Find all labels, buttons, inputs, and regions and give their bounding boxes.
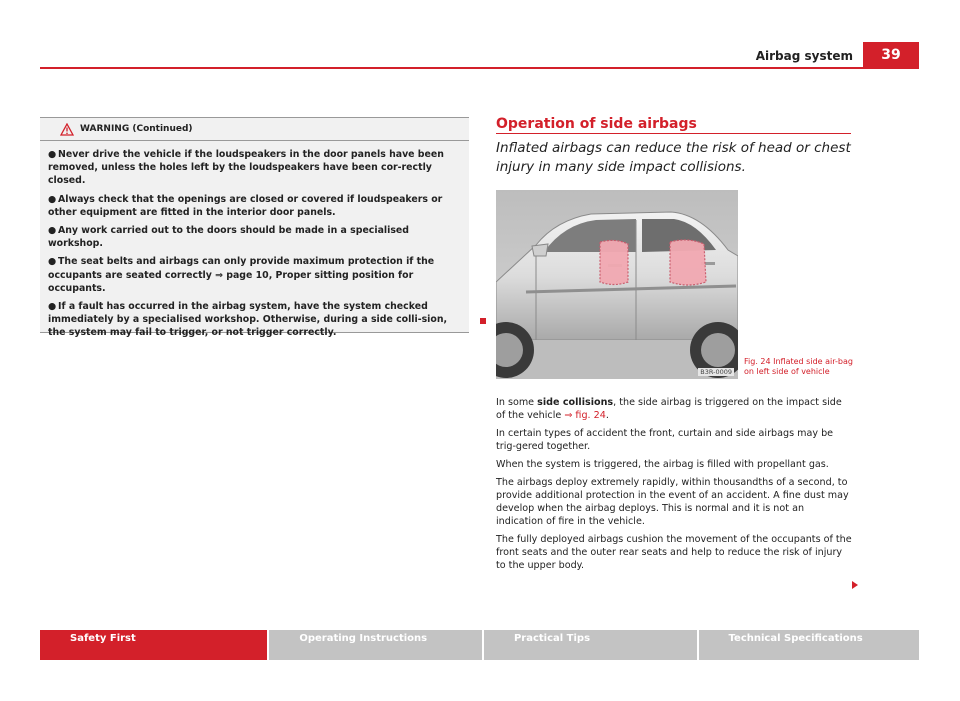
bullet-icon: ● [48, 301, 57, 313]
tab-practical-tips[interactable]: Practical Tips [484, 630, 697, 660]
figure-caption: Fig. 24 Inflated side air-bag on left side of vehicle [744, 357, 853, 376]
bullet-icon: ● [48, 193, 57, 205]
paragraph: The fully deployed airbags cushion the movement of the occupants of the front seats and the outer rear seats and help to reduce the risk of injury to the upper body. [496, 534, 852, 571]
running-header: Airbag system [755, 49, 853, 63]
continue-arrow-icon [852, 581, 858, 589]
warning-title: WARNING (Continued) [80, 124, 193, 134]
warning-box [40, 117, 469, 339]
section-title: Operation of side airbags [496, 116, 697, 132]
bullet-icon: ● [48, 225, 57, 237]
warning-triangle-icon [60, 123, 74, 136]
warning-item: ● Any work carried out to the doors should be made in a specialised workshop. [48, 225, 409, 250]
section-rule [496, 133, 851, 134]
paragraph: The airbags deploy extremely rapidly, within thousandths of a second, to provide additional protection in the event of an accident. A fine dust may develop when the airbag deploys. This is normal and it is not an indication of fire in the vehicle. [496, 477, 849, 527]
footer-nav [40, 630, 919, 660]
warning-item: ● Always check that the openings are closed or covered if loudspeakers or other equipment are fitted in the interior door panels. [48, 193, 443, 218]
car-illustration [496, 190, 738, 379]
paragraph: In certain types of accident the front, curtain and side airbags may be trig-gered together. [496, 428, 834, 452]
tab-safety-first[interactable]: Safety First [40, 630, 267, 660]
body-text [496, 396, 852, 577]
side-airbag-figure [496, 190, 738, 379]
tab-technical-specifications[interactable]: Technical Specifications [699, 630, 919, 660]
bullet-icon: ● [48, 256, 57, 268]
header-rule [40, 67, 919, 69]
bullet-icon: ● [48, 149, 57, 160]
warning-item: ● If a fault has occurred in the airbag system, have the system checked immediately by a specialised workshop. Otherwise, during a side colli-sion, the system may fail to trigger, or not trigger correctly. [48, 301, 448, 339]
paragraph: When the system is triggered, the airbag is filled with propellant gas. [496, 459, 829, 470]
warning-body [40, 141, 469, 340]
page-reference-link[interactable]: ⇒ page 10, Proper sitting position for occupants [48, 269, 414, 294]
warning-item: ● Never drive the vehicle if the loudspeakers in the door panels have been removed, unless the holes left by the loudspeakers have been cor-rectly closed. [48, 149, 444, 187]
section-intro: Inflated airbags can reduce the risk of head or chest injury in many side impact collisions. [496, 140, 851, 175]
figure-reference-link[interactable]: ⇒ fig. 24 [564, 410, 606, 421]
page-number: 39 [863, 42, 919, 68]
end-of-section-mark [480, 318, 486, 324]
warning-header [40, 118, 469, 141]
figure-code: B3R-0009 [700, 368, 732, 376]
paragraph: In some side collisions, the side airbag is triggered on the impact side of the vehicle ⇒ fig. 24. [496, 397, 842, 421]
tab-operating-instructions[interactable]: Operating Instructions [269, 630, 482, 660]
warning-item: ● The seat belts and airbags can only provide maximum protection if the occupants are seated correctly ⇒ page 10, Proper sitting position for occupants. [48, 256, 435, 294]
